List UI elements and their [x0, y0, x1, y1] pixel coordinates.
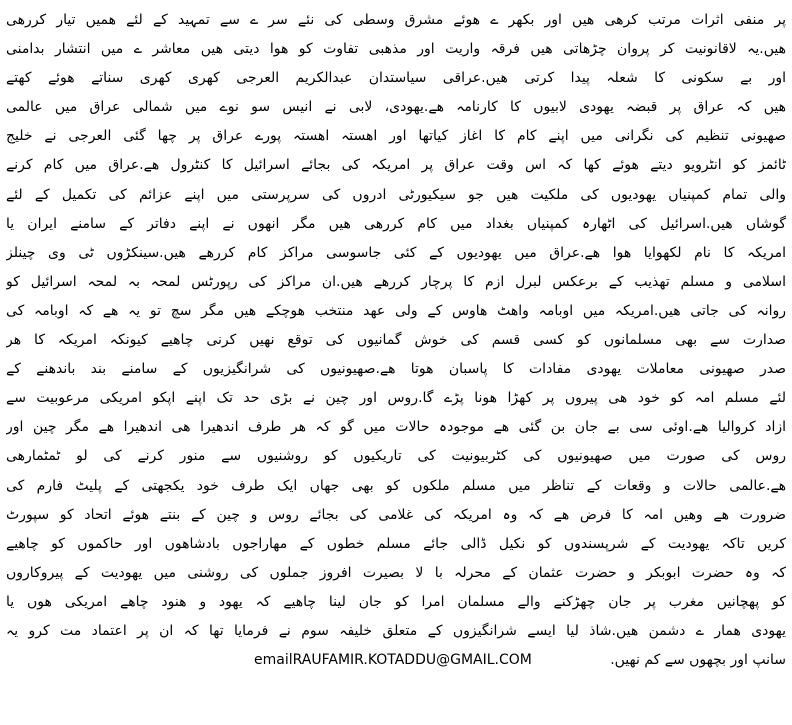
article-line: صدر صھیونی معاملات یھودی مفادات کا پاسبان ھوتا ھے.صھیونیوں کی شرانگیزیوں کے سامنے بند باندھنے کے [6, 361, 786, 378]
article-line: اسلامی و مسلم تھذیب کے برعکس لبرل ازم کا پرچار کررھے ھیں.ان مراکز کی رپورٹس لمحہ بہ لمحہ اسرائیل کو [6, 273, 786, 290]
article-line: امریکہ کا نام لکھوایا ھوا ھے.عراق میں یھودیوں کے کئی جاسوسی مراکز کام کررھے ھیں.سینکڑوں ٹی وی چینلز [6, 244, 786, 261]
article-line: روس کی صورت میں صھیونیوں کی کٹربیونیت کی تاریکیوں کو روشنیوں سے منور کرنے کی لو ٹمٹمارھی [6, 448, 786, 465]
article-line: ازاد کروالیا ھے.اوئی سی بے جان بن گئی ھے موجودہ حالات میں گو کہ ھر طرف اندھیرا ھی اندھیرا ھے مگر چین اور [6, 419, 786, 436]
article-line: صھیونی تنظیم کی نگرانی میں اپنے کام کا اغاز کیاتھا اور اھستہ اھستہ پورے عراق پر چھا گئی العرجی نے خلیج [6, 128, 786, 145]
article-closing-line: سانپ اور بچھوں سے کم نھیں. [610, 652, 786, 669]
closing-line-row [6, 646, 786, 675]
article-line: ضرورت ھے وھیں امہ کا فرض ھے کہ وہ امریکہ کی غلامی کی بجائے روس و چین کے بنتے ھوئے اتحاد کو سپورٹ [6, 506, 786, 523]
article-line: والی تمام کمپنیاں یھودیوں کی ملکیت ھیں جو سیکیورٹی ادروں کی سرپرستی میں اپنے عزائم کی تکمیل کے لئے [6, 186, 786, 203]
article-line: کو پھچانیں مغرب پر جان چھڑکنے والے مسلمان امرا کو جان لینا چاھیے کہ یھود و ھنود چاھے امریکی ھوں یا [6, 593, 786, 610]
article-line: ٹائمز کو انٹرویو دیتے ھوئے کھا کہ اس وقت عراق پر امریکہ کی بجائے اسرائیل کا کنٹرول ھے.عراق میں کام کرنے [6, 157, 786, 174]
article-body [6, 6, 786, 675]
article-line: ھیں.یہ لاقانونیت کر پروان چڑھاتی ھیں فرقہ واریت اور مذھبی تفاوت کو ھوا دیتی ھیں معاشر ے میں انتشار بدامنی [6, 41, 786, 58]
article-line: کہ وہ حضرت ابوبکر و حضرت عثمان کے محرلہ با لا بصیرت افروز جملوں کی روشنی میں یھودیت کے پیروکاروں [6, 564, 786, 581]
article-line: لئے مسلم امہ کو خود ھی پیروں پر کھڑا ھونا پڑے گا.روس اور چین نے بڑی حد تک اپنے اپکو امریکی مرعوبیت سے [6, 390, 786, 407]
article-line: کریں تاکہ یھودیت کے شرپسندوں کو نکیل ڈالی جائے مسلم خطوں کے مھاراجوں بادشاھوں اور حاکموں کو چاھیے [6, 535, 786, 552]
article-line: ھیں کہ عراق پر قبضہ یھودی لابیوں کا کارنامہ ھے.یھودی، لابی نے انیس سو نوے میں شمالی عراق میں عالمی [6, 99, 786, 116]
article-line: اور بے سکونی کا شعلہ پیدا کرتی ھیں.عراقی سیاستدان عبدالکریم العرجی کھری کھری سناتے ھوئے کھتے [6, 70, 786, 87]
article-line: یھودی ھمار ے دشمن ھیں.شاذ لیا ایسے شرانگیزوں کے متعلق خلیفہ سوم نے فرمایا تھا کہ ان پر اعتماد مت کرو یہ [6, 622, 786, 639]
author-email: emailRAUFAMIR.KOTADDU@GMAIL.COM [254, 652, 532, 669]
article-line: صدارت سے بھی مسلمانوں کو کسی قسم کی خوش گمانیوں کی توقع نھیں کرنی چاھیے کیونکہ امریکہ کا ھر [6, 332, 786, 349]
article-line: ھے.عالمی حالات و وقعات کے تناظر میں مسلم ملکوں کو بھی جھاں ایک طرف خود یکجھتی کے پلیٹ فارم کی [6, 477, 786, 494]
article-line: پر منفی اثرات مرتب کرھی ھیں اور بکھر ے ھوئے مشرق وسطی کی نئے سر ے سے تمہید کے لئے ھمیں تیار کررھی [6, 12, 786, 28]
article-line: روانہ کی جاتی ھیں.امریکہ میں اوبامہ واھٹ ھاوس کے ولی عھد منتخب ھوچکے ھیں مگر سچ تو یہ ھے کہ اوبامہ کی [6, 302, 786, 319]
article-line: گوشاں ھیں.اسرائیل کی اٹھارہ کمپنیاں بغداد میں کام کررھی ھیں مگر انھوں نے اپنے دفاتر کے سامنے ایران یا [6, 215, 786, 232]
